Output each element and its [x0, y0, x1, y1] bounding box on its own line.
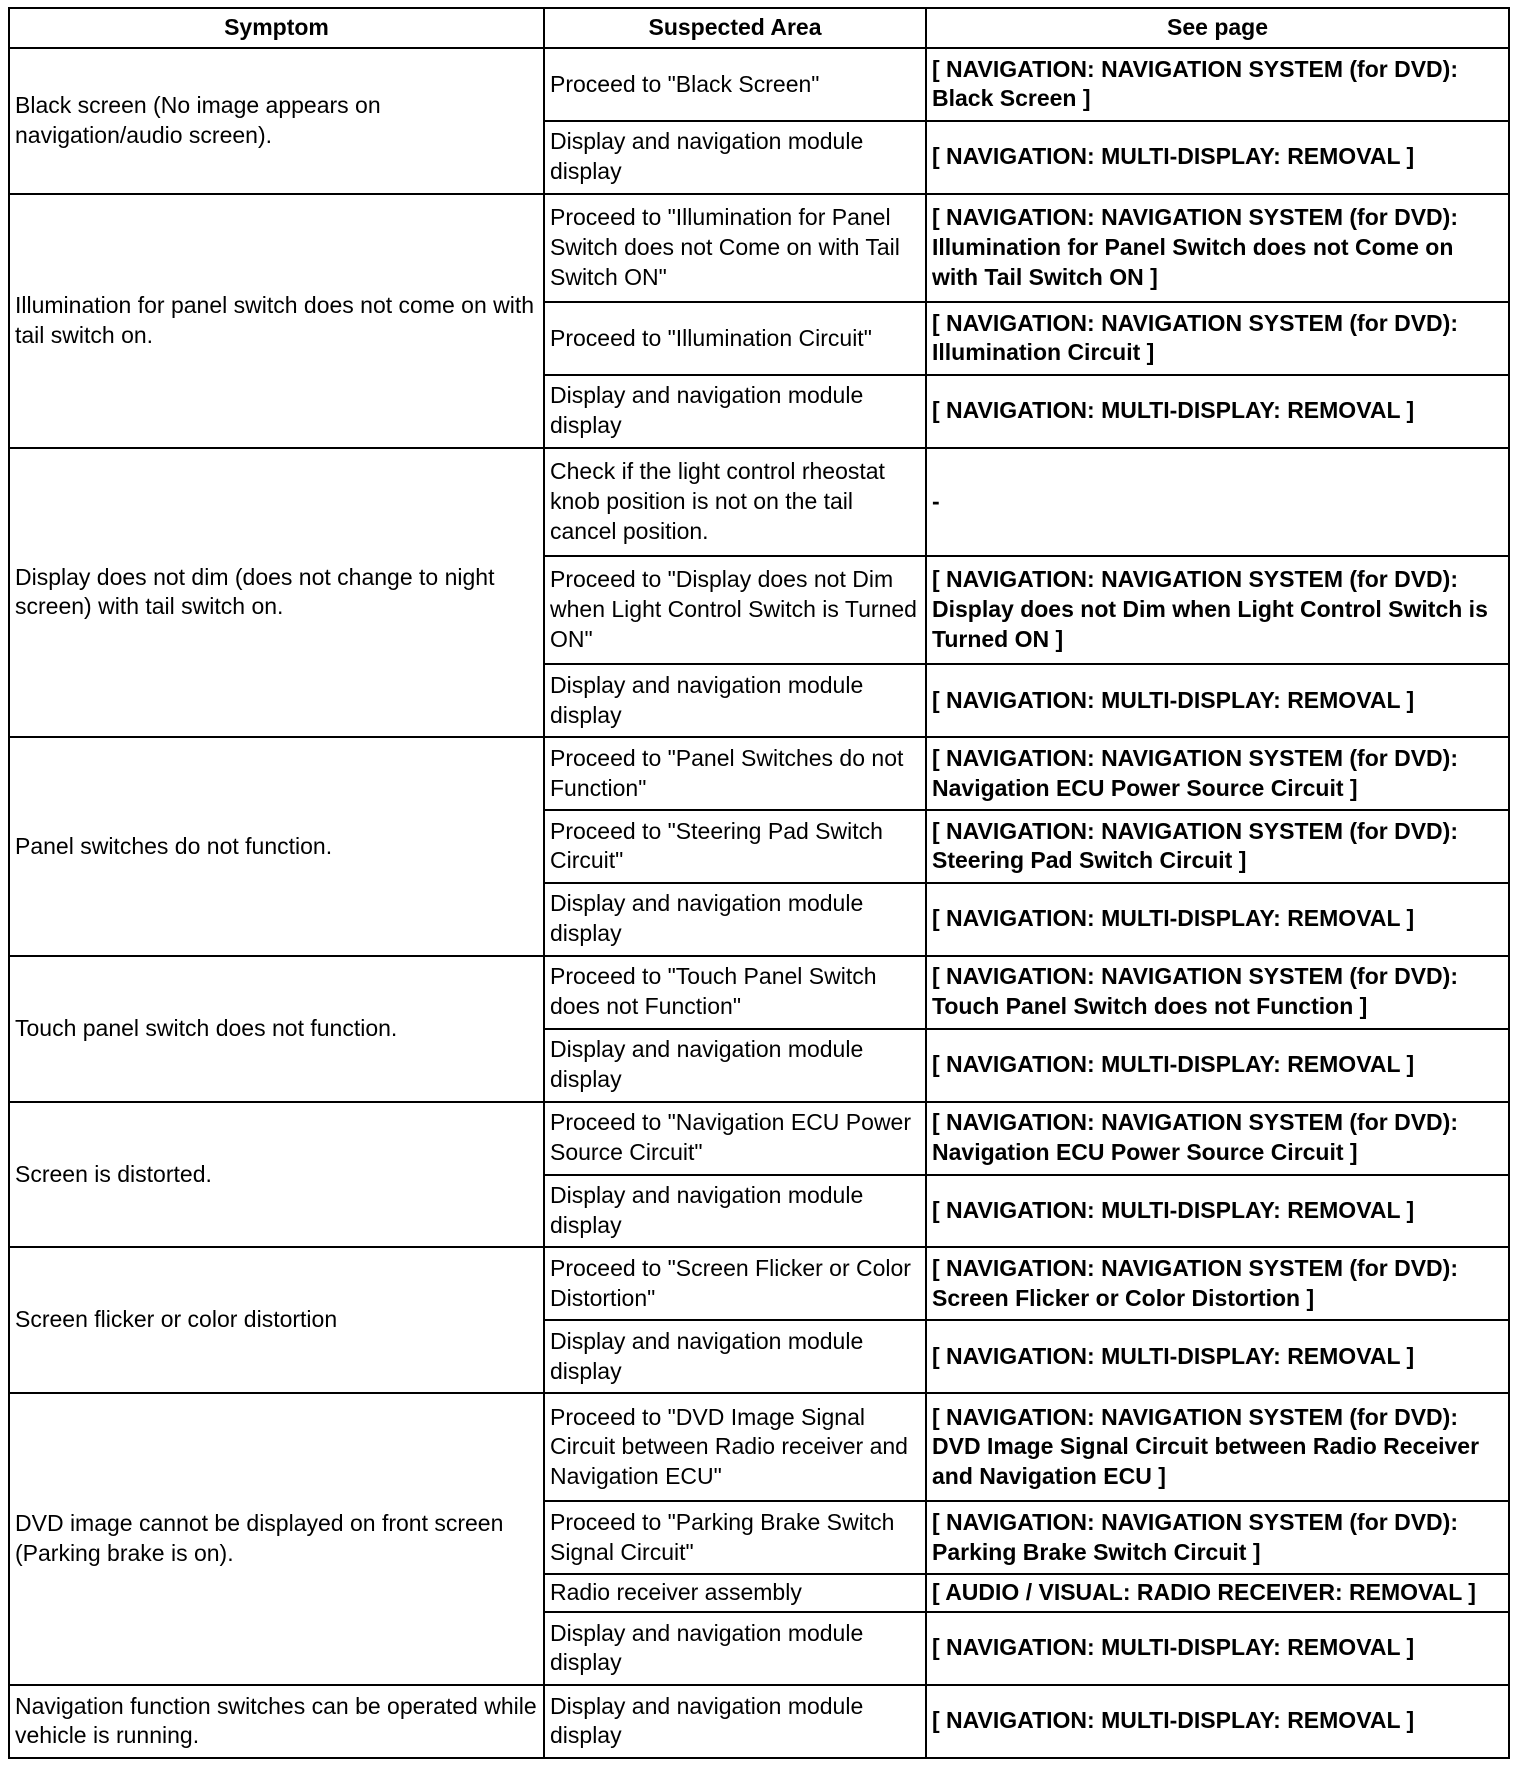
table-row — [9, 956, 1509, 1029]
see-page-link[interactable]: [ NAVIGATION: MULTI-DISPLAY: REMOVAL ] — [926, 883, 1509, 956]
symptom-cell: Screen is distorted. — [9, 1102, 544, 1248]
see-page-link[interactable]: [ NAVIGATION: NAVIGATION SYSTEM (for DVD): Steering Pad Switch Circuit ] — [926, 810, 1509, 883]
see-page-link[interactable]: - — [926, 448, 1509, 556]
suspected-area-cell: Display and navigation module display — [544, 1685, 926, 1758]
suspected-area-cell: Proceed to "Parking Brake Switch Signal Circuit" — [544, 1501, 926, 1574]
see-page-link[interactable]: [ NAVIGATION: NAVIGATION SYSTEM (for DVD): Touch Panel Switch does not Function ] — [926, 956, 1509, 1029]
see-page-link[interactable]: [ NAVIGATION: NAVIGATION SYSTEM (for DVD): Navigation ECU Power Source Circuit ] — [926, 1102, 1509, 1175]
suspected-area-cell: Display and navigation module display — [544, 1612, 926, 1685]
suspected-area-cell: Proceed to "Steering Pad Switch Circuit" — [544, 810, 926, 883]
table-body — [9, 48, 1509, 1758]
see-page-link[interactable]: [ NAVIGATION: NAVIGATION SYSTEM (for DVD): DVD Image Signal Circuit between Radio Receiver and Navigation ECU ] — [926, 1393, 1509, 1501]
header-row — [9, 8, 1509, 48]
see-page-link[interactable]: [ NAVIGATION: NAVIGATION SYSTEM (for DVD): Illumination for Panel Switch does not Come on with Tail Switch ON ] — [926, 194, 1509, 302]
suspected-area-cell: Proceed to "Panel Switches do not Function" — [544, 737, 926, 810]
see-page-link[interactable]: [ NAVIGATION: MULTI-DISPLAY: REMOVAL ] — [926, 121, 1509, 194]
table-row — [9, 1685, 1509, 1758]
table-row — [9, 737, 1509, 810]
table-row — [9, 194, 1509, 302]
suspected-area-cell: Radio receiver assembly — [544, 1574, 926, 1612]
see-page-link[interactable]: [ NAVIGATION: NAVIGATION SYSTEM (for DVD): Illumination Circuit ] — [926, 302, 1509, 375]
suspected-area-cell: Proceed to "Illumination Circuit" — [544, 302, 926, 375]
suspected-area-cell: Display and navigation module display — [544, 121, 926, 194]
symptom-cell: Navigation function switches can be operated while vehicle is running. — [9, 1685, 544, 1758]
suspected-area-cell: Proceed to "Touch Panel Switch does not Function" — [544, 956, 926, 1029]
table-row — [9, 448, 1509, 556]
suspected-area-cell: Display and navigation module display — [544, 1320, 926, 1393]
suspected-area-cell: Display and navigation module display — [544, 1029, 926, 1102]
troubleshooting-sheet — [8, 7, 1508, 1759]
table-row — [9, 1247, 1509, 1320]
see-page-link[interactable]: [ NAVIGATION: NAVIGATION SYSTEM (for DVD): Parking Brake Switch Circuit ] — [926, 1501, 1509, 1574]
suspected-area-cell: Proceed to "Illumination for Panel Switch does not Come on with Tail Switch ON" — [544, 194, 926, 302]
header-symptom: Symptom — [9, 8, 544, 48]
see-page-link[interactable]: [ AUDIO / VISUAL: RADIO RECEIVER: REMOVAL ] — [926, 1574, 1509, 1612]
suspected-area-cell: Proceed to "Black Screen" — [544, 48, 926, 121]
header-see-page: See page — [926, 8, 1509, 48]
symptom-cell: Illumination for panel switch does not come on with tail switch on. — [9, 194, 544, 448]
symptom-cell: Screen flicker or color distortion — [9, 1247, 544, 1393]
suspected-area-cell: Display and navigation module display — [544, 1175, 926, 1248]
see-page-link[interactable]: [ NAVIGATION: MULTI-DISPLAY: REMOVAL ] — [926, 1175, 1509, 1248]
see-page-link[interactable]: [ NAVIGATION: MULTI-DISPLAY: REMOVAL ] — [926, 1029, 1509, 1102]
see-page-link[interactable]: [ NAVIGATION: MULTI-DISPLAY: REMOVAL ] — [926, 664, 1509, 737]
suspected-area-cell: Proceed to "Navigation ECU Power Source Circuit" — [544, 1102, 926, 1175]
symptom-cell: Display does not dim (does not change to night screen) with tail switch on. — [9, 448, 544, 737]
suspected-area-cell: Proceed to "DVD Image Signal Circuit between Radio receiver and Navigation ECU" — [544, 1393, 926, 1501]
table-row — [9, 1393, 1509, 1501]
see-page-link[interactable]: [ NAVIGATION: MULTI-DISPLAY: REMOVAL ] — [926, 1685, 1509, 1758]
symptom-cell: DVD image cannot be displayed on front screen (Parking brake is on). — [9, 1393, 544, 1685]
suspected-area-cell: Proceed to "Screen Flicker or Color Distortion" — [544, 1247, 926, 1320]
suspected-area-cell: Check if the light control rheostat knob position is not on the tail cancel position. — [544, 448, 926, 556]
symptom-cell: Touch panel switch does not function. — [9, 956, 544, 1102]
suspected-area-cell: Proceed to "Display does not Dim when Light Control Switch is Turned ON" — [544, 556, 926, 664]
see-page-link[interactable]: [ NAVIGATION: NAVIGATION SYSTEM (for DVD): Black Screen ] — [926, 48, 1509, 121]
see-page-link[interactable]: [ NAVIGATION: MULTI-DISPLAY: REMOVAL ] — [926, 1320, 1509, 1393]
see-page-link[interactable]: [ NAVIGATION: NAVIGATION SYSTEM (for DVD): Display does not Dim when Light Control Switch is Turned ON ] — [926, 556, 1509, 664]
suspected-area-cell: Display and navigation module display — [544, 883, 926, 956]
table-row — [9, 48, 1509, 121]
see-page-link[interactable]: [ NAVIGATION: NAVIGATION SYSTEM (for DVD): Navigation ECU Power Source Circuit ] — [926, 737, 1509, 810]
see-page-link[interactable]: [ NAVIGATION: MULTI-DISPLAY: REMOVAL ] — [926, 375, 1509, 448]
see-page-link[interactable]: [ NAVIGATION: NAVIGATION SYSTEM (for DVD): Screen Flicker or Color Distortion ] — [926, 1247, 1509, 1320]
symptom-table — [8, 7, 1510, 1759]
see-page-link[interactable]: [ NAVIGATION: MULTI-DISPLAY: REMOVAL ] — [926, 1612, 1509, 1685]
table-row — [9, 1102, 1509, 1175]
header-suspected-area: Suspected Area — [544, 8, 926, 48]
suspected-area-cell: Display and navigation module display — [544, 664, 926, 737]
symptom-cell: Panel switches do not function. — [9, 737, 544, 956]
symptom-cell: Black screen (No image appears on navigation/audio screen). — [9, 48, 544, 194]
suspected-area-cell: Display and navigation module display — [544, 375, 926, 448]
